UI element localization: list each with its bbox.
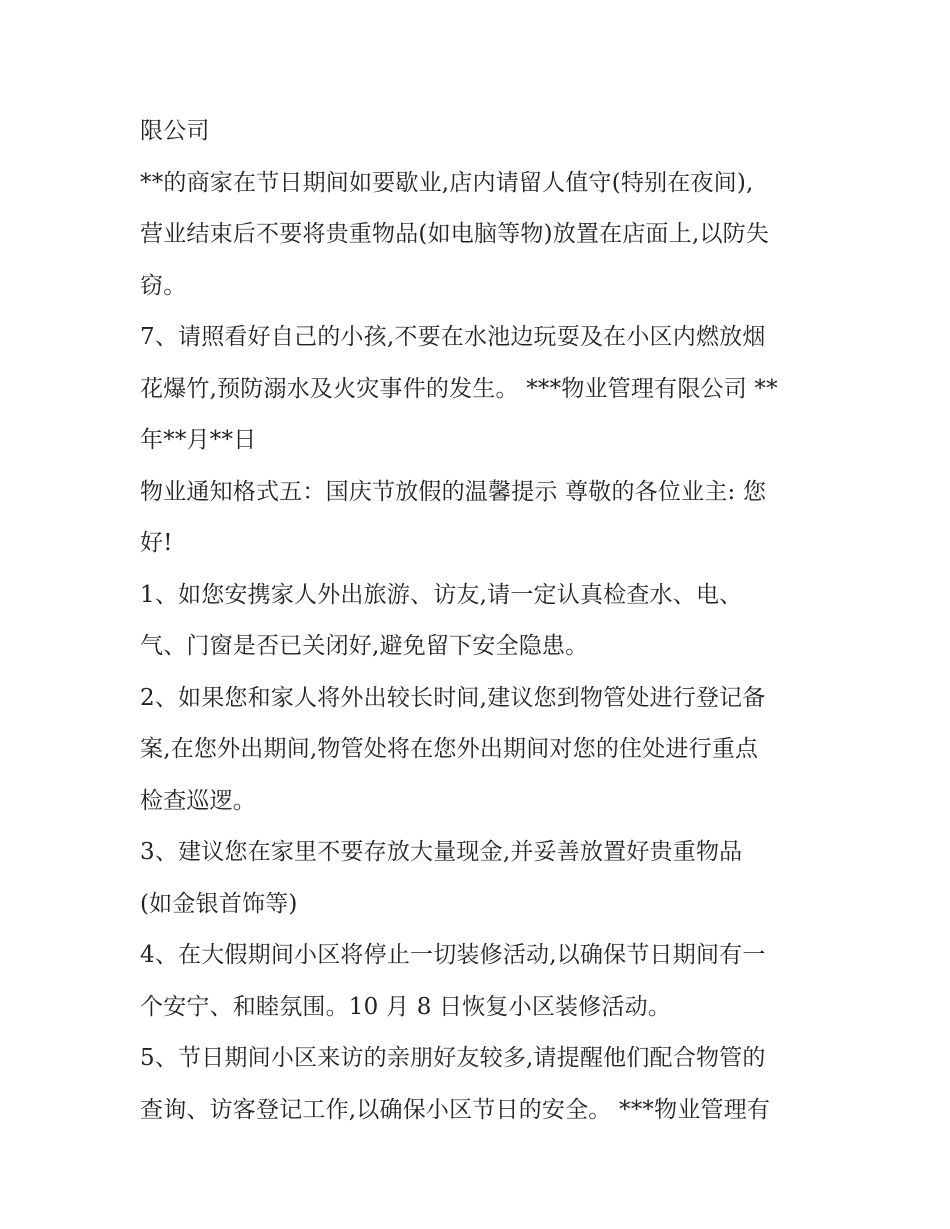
text-line: 2、如果您和家人将外出较长时间,建议您到物管处进行登记备 xyxy=(140,684,766,711)
text-line: 限公司 xyxy=(140,118,210,144)
text-line: 窃。 xyxy=(140,272,187,299)
text-line: **的商家在节日期间如要歇业,店内请留人值守(特别在夜间), xyxy=(140,169,754,196)
text-line: 个安宁、和睦氛围。10 月 8 日恢复小区装修活动。 xyxy=(140,993,672,1020)
text-line: 3、建议您在家里不要存放大量现金,并妥善放置好贵重物品 xyxy=(140,839,743,865)
text-line: 检查巡逻。 xyxy=(140,787,256,814)
text-line: 5、节日期间小区来访的亲朋好友较多,请提醒他们配合物管的 xyxy=(140,1045,766,1071)
text-line: 好! xyxy=(140,530,173,556)
text-line: 营业结束后不要将贵重物品(如电脑等物)放置在店面上,以防失 xyxy=(140,221,770,247)
text-line: 1、如您安携家人外出旅游、访友,请一定认真检查水、电、 xyxy=(140,581,743,608)
text-line: 案,在您外出期间,物管处将在您外出期间对您的住处进行重点 xyxy=(140,736,759,762)
text-line: 花爆竹,预防溺水及火灾事件的发生。 ***物业管理有限公司 ** xyxy=(140,375,778,402)
text-line: 4、在大假期间小区将停止一切装修活动,以确保节日期间有一 xyxy=(140,942,766,968)
text-line: (如金银首饰等) xyxy=(140,890,298,917)
notice-heading-line: 物业通知格式五：国庆节放假的温馨提示 尊敬的各位业主: 您 xyxy=(140,478,767,505)
text-line: 气、门窗是否已关闭好,避免留下安全隐患。 xyxy=(140,633,589,659)
text-line: 查询、访客登记工作,以确保小区节日的安全。 ***物业管理有 xyxy=(140,1096,771,1123)
document-body xyxy=(140,106,820,1136)
text-line: 7、请照看好自己的小孩,不要在水池边玩耍及在小区内燃放烟 xyxy=(140,324,766,350)
text-line: 年**月**日 xyxy=(140,427,257,453)
